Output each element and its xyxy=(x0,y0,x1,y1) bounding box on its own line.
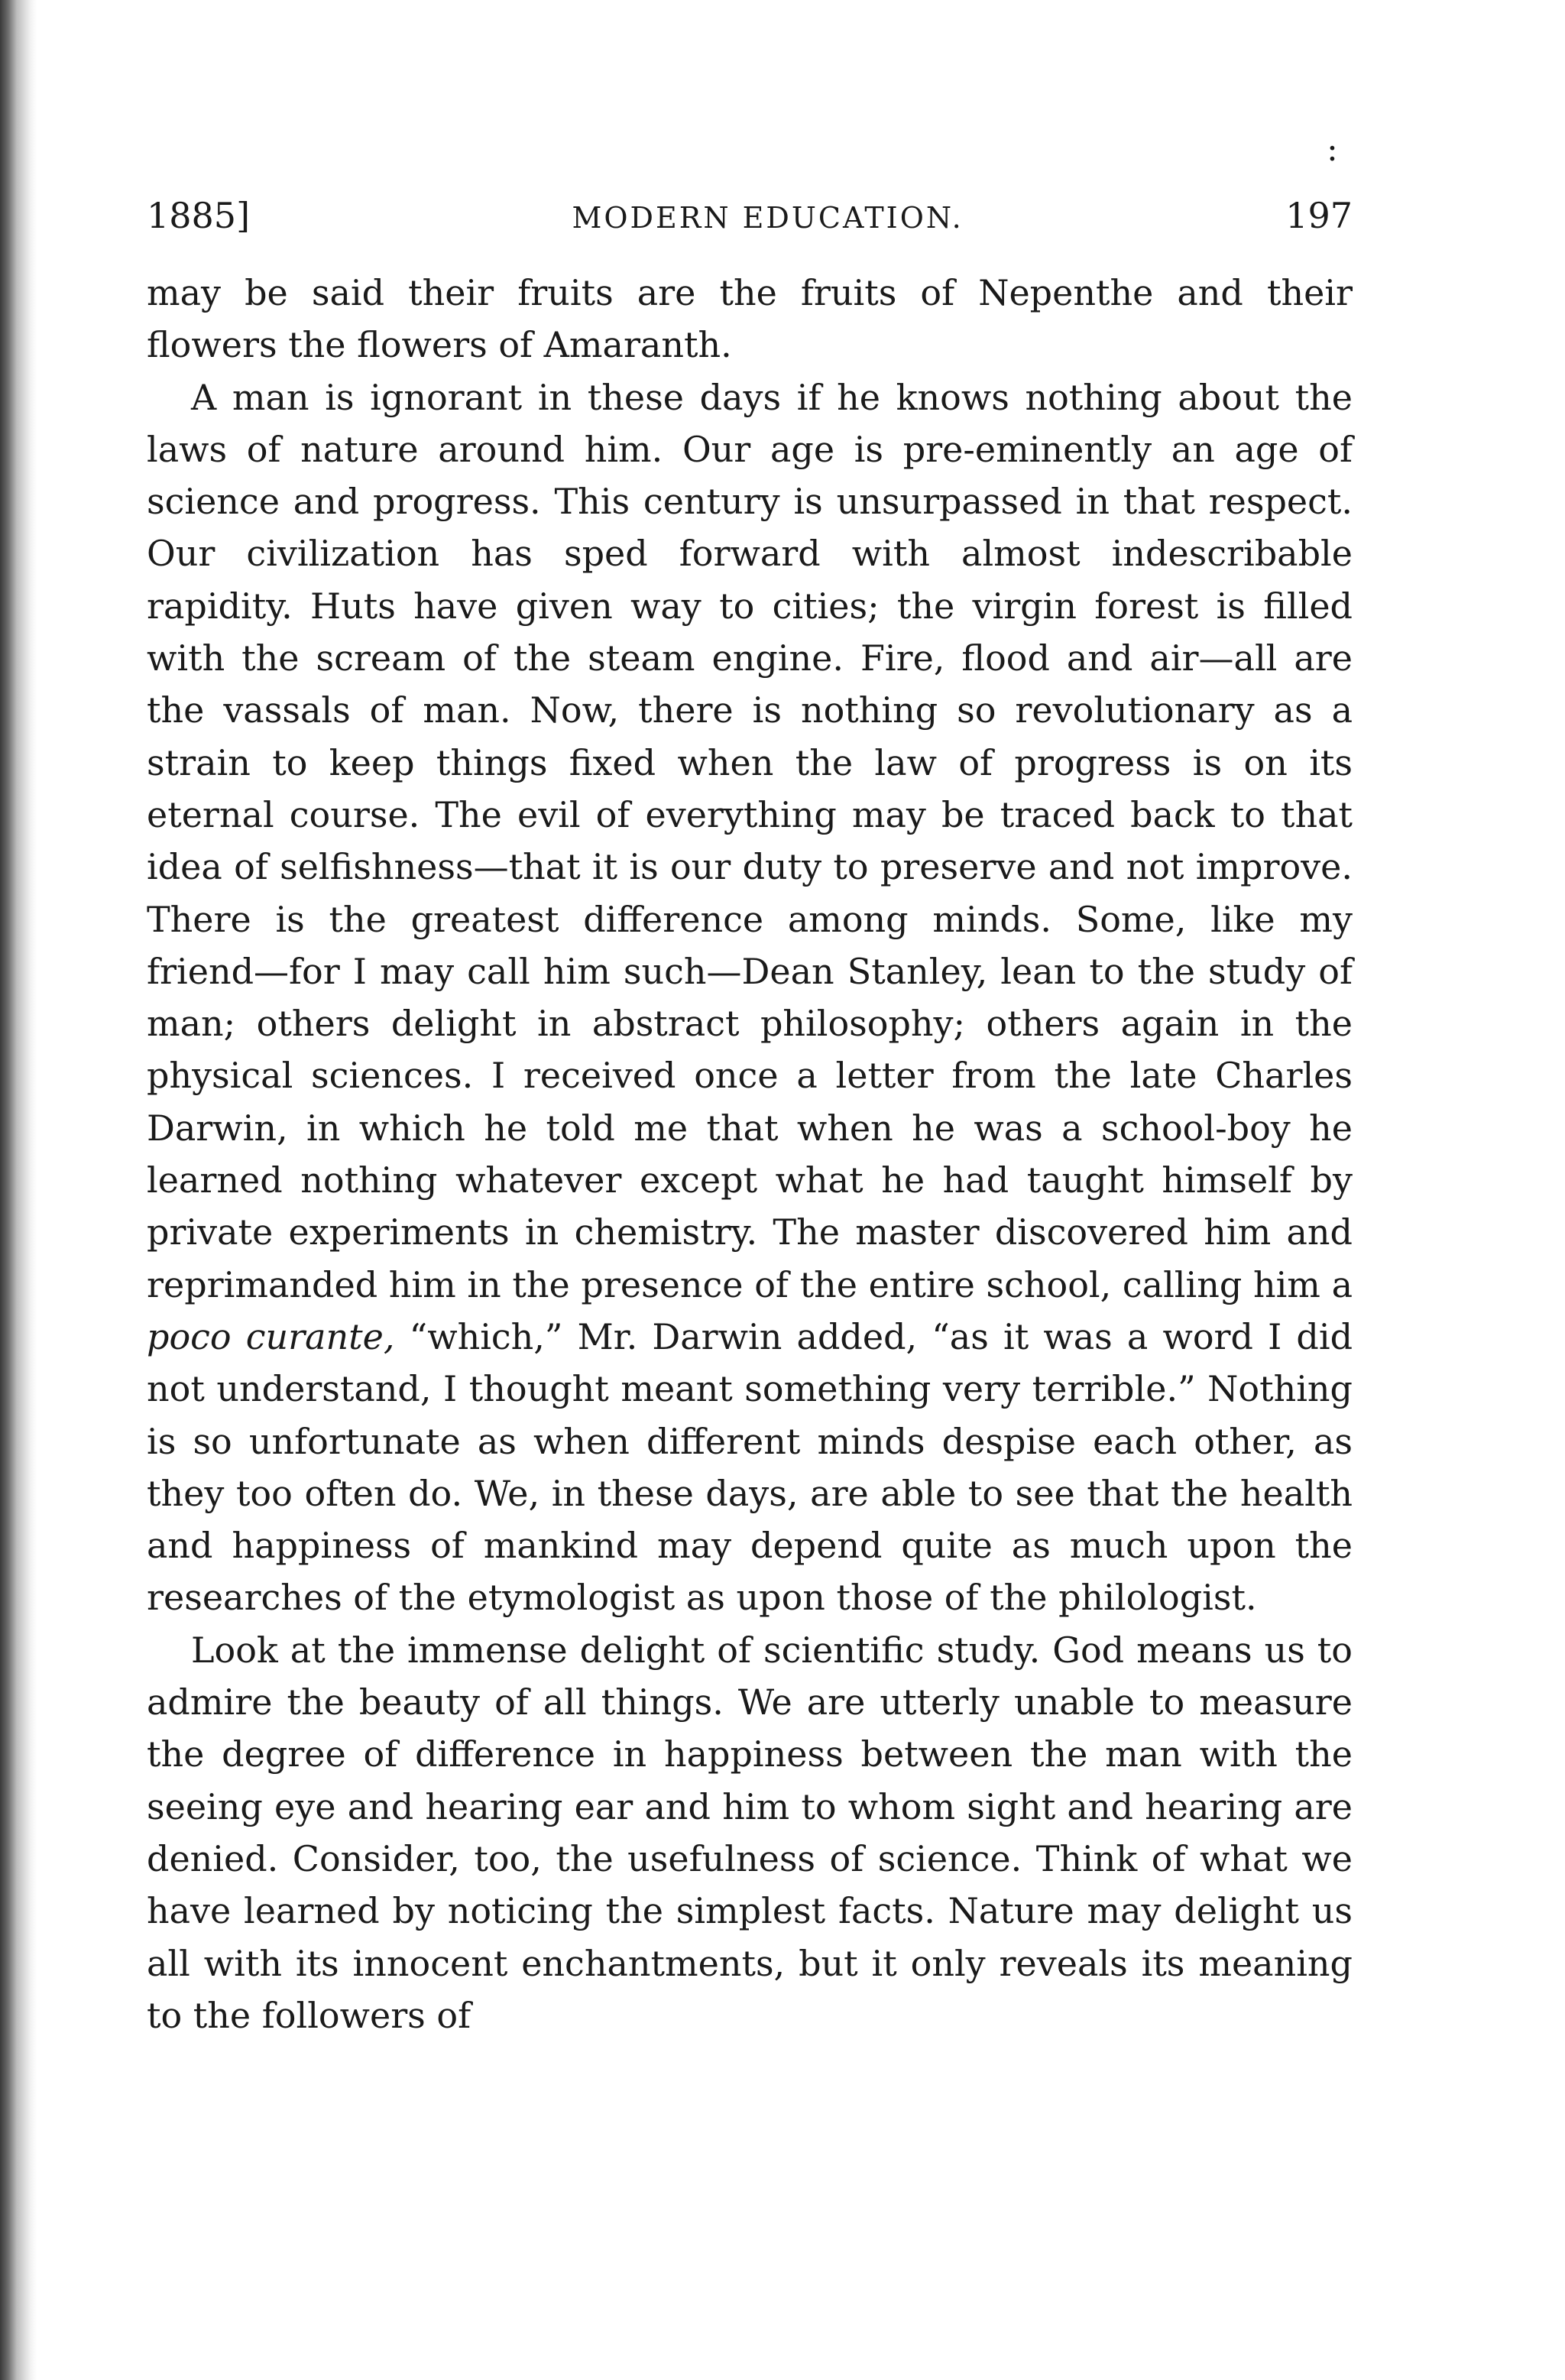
italic-phrase: poco curante, xyxy=(147,1315,395,1357)
running-head xyxy=(147,195,1353,250)
header-year: 1885] xyxy=(147,195,251,236)
header-title: MODERN EDUCATION. xyxy=(572,201,964,235)
page-number: 197 xyxy=(1285,195,1353,236)
body-text xyxy=(147,267,1353,2041)
paragraph-2-tail: “which,” Mr. Darwin added, “as it was a word I did not understand, I thought meant something very terrible.” Nothing is so unfortunate as when different minds despise each other, as they too often do. We, in these days, are able to see that the health and happiness of mankind may depend quite as much upon the researches of the etymologist as upon those of the philologist. xyxy=(147,1315,1353,1619)
paragraph-3: Look at the immense delight of scientific study. God means us to admire the beauty of all things. We are utterly unable to measure the degree of difference in happiness between the man with the seeing eye and hearing ear and him to whom sight and hearing are denied. Consider, too, the usefulness of science. Think of what we have learned by noticing the simplest facts. Nature may delight us all with its innocent enchantments, but it only reveals its meaning to the followers of xyxy=(147,1629,1353,2036)
paragraph-2 xyxy=(147,371,1353,1624)
scan-edge-shadow xyxy=(0,0,37,2380)
margin-mark: : xyxy=(1327,130,1338,169)
paragraph-1: may be said their fruits are the fruits of Nepenthe and their flowers the flowers of Amaranth. xyxy=(147,272,1353,366)
paragraph-2-head: A man is ignorant in these days if he knows nothing about the laws of nature around him. Our age is pre-eminently an age of science and progress. This century is unsurpassed in that respect. Our civilization has sped forward with almost indescribable rapidity. Huts have given way to cities; the virgin forest is filled with the scream of the steam engine. Fire, flood and air—all are the vassals of man. Now, there is nothing so revolutionary as a strain to keep things fixed when the law of progress is on its eternal course. The evil of everything may be traced back to that idea of selfishness—that it is our duty to preserve and not improve. There is the greatest difference among minds. Some, like my friend—for I may call him such—Dean Stanley, lean to the study of man; others delight in abstract philosophy; others again in the physical sciences. I received once a letter from the late Charles Darwin, in which he told me that when he was a school-boy he learned nothing whatever except what he had taught himself by private experiments in chemistry. The master discovered him and reprimanded him in the presence of the entire school, calling him a xyxy=(147,376,1353,1305)
page xyxy=(147,195,1353,2041)
